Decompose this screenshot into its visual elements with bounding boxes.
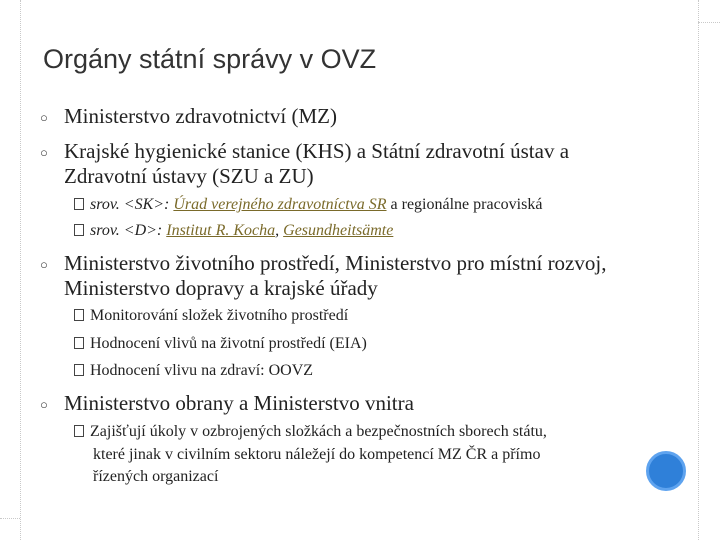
sub-bullet-d-separator: , (275, 222, 284, 239)
sub-bullet-eia-text: Hodnocení vlivů na životní prostředí (EIA) (90, 335, 367, 352)
bullet-1 (40, 104, 337, 129)
sub-bullet-d (74, 220, 393, 242)
frame-top-line (698, 22, 720, 23)
bullet-3 (40, 251, 607, 301)
link-gesundheitsamte[interactable]: Gesundheitsämte (283, 222, 394, 239)
ring-bullet-icon: ○ (40, 110, 48, 125)
sub-bullet-sk (74, 194, 542, 216)
bullet-3-line-2: Ministerstvo dopravy a krajské úřady (64, 276, 378, 300)
decorative-blue-circle (646, 451, 686, 491)
bullet-2-line-1: Krajské hygienické stanice (KHS) a Státní zdravotní ústav a (64, 139, 570, 163)
sub-bullet-sk-suffix: a regionálne pracoviská (386, 196, 543, 213)
bullet-2-line-2: Zdravotní ústavy (SZU a ZU) (64, 164, 314, 188)
ring-bullet-icon: ○ (40, 145, 48, 160)
frame-right-line (698, 0, 699, 540)
sub-bullet-duties (74, 421, 547, 443)
link-institut-r-kocha[interactable]: Institut R. Kocha (166, 222, 276, 239)
sub-bullet-oovz-text: Hodnocení vlivu na zdraví: OOVZ (90, 362, 314, 379)
ring-bullet-icon: ○ (40, 257, 48, 272)
sub-bullet-sk-prefix: srov. <SK>: (90, 196, 174, 213)
square-bullet-icon (74, 224, 84, 236)
sub-bullet-monitoring-text: Monitorování složek životního prostředí (90, 307, 349, 324)
sub-bullet-duties-line-1: Zajišťují úkoly v ozbrojených složkách a bezpečnostních sborech státu, (90, 423, 547, 440)
sub-bullet-monitoring (74, 305, 348, 327)
link-urad-verejneho-zdravotnictva[interactable]: Úrad verejného zdravotníctva SR (173, 196, 387, 213)
sub-bullet-eia (74, 333, 367, 355)
square-bullet-icon (74, 337, 84, 349)
bullet-2 (40, 139, 570, 189)
sub-bullet-d-prefix: srov. <D>: (90, 222, 167, 239)
slide-title: Orgány státní správy v OVZ (43, 44, 377, 74)
sub-bullet-oovz (74, 360, 313, 382)
frame-bottom-line (0, 518, 20, 519)
square-bullet-icon (74, 198, 84, 210)
square-bullet-icon (74, 309, 84, 321)
bullet-4 (40, 391, 414, 416)
bullet-1-text: Ministerstvo zdravotnictví (MZ) (64, 104, 337, 128)
square-bullet-icon (74, 364, 84, 376)
sub-bullet-duties-line-3: řízených organizací (93, 468, 219, 485)
frame-left-line (20, 0, 21, 540)
sub-bullet-duties-line-2: které jinak v civilním sektoru náležejí do kompetencí MZ ČR a přímo (93, 446, 541, 463)
ring-bullet-icon: ○ (40, 397, 48, 412)
square-bullet-icon (74, 425, 84, 437)
bullet-3-line-1: Ministerstvo životního prostředí, Ministerstvo pro místní rozvoj, (64, 251, 607, 275)
bullet-4-text: Ministerstvo obrany a Ministerstvo vnitra (64, 391, 414, 415)
